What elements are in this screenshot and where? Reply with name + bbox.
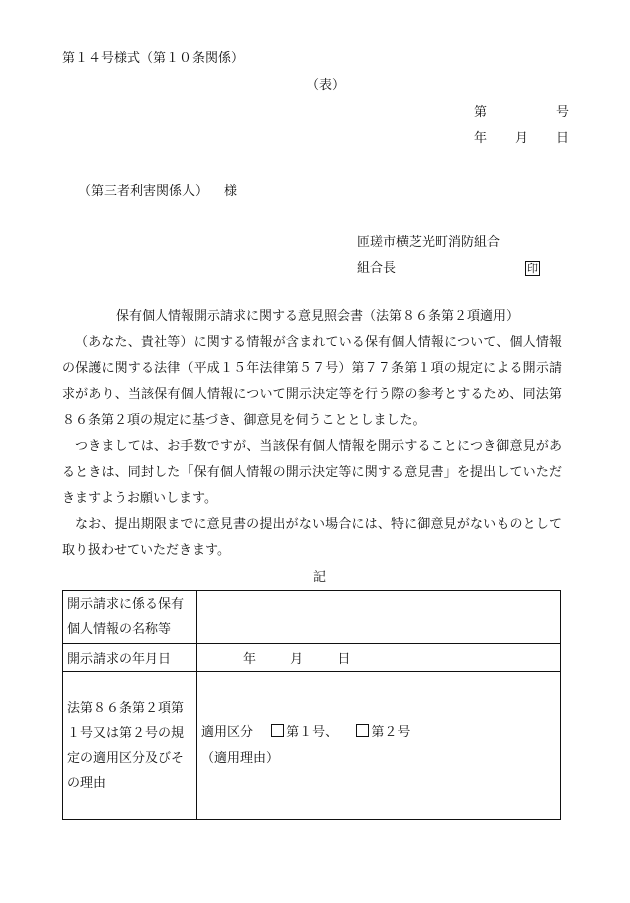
- option-2-checkbox[interactable]: 第２号: [356, 725, 410, 740]
- record-heading: 記: [313, 570, 327, 585]
- addressee-honorific: 様: [224, 184, 238, 199]
- request-details-table: [62, 590, 561, 820]
- request-date-day: 日: [337, 652, 351, 667]
- date-year: 年: [474, 131, 488, 146]
- table-row: [63, 672, 561, 820]
- reason-label: （適用理由）: [201, 750, 280, 766]
- option-1-checkbox[interactable]: 第１号、: [271, 725, 338, 740]
- doc-number-suffix: 号: [556, 105, 570, 120]
- date-month: 月: [515, 131, 529, 146]
- category-label: 適用区分: [201, 724, 254, 740]
- body-paragraph-2: つきましては、お手数ですが、当該保有個人情報を開示することにつき御意見があるときは、同封した「保有個人情報の開示決定等に関する意見書」を提出していただきますようお願いします。: [62, 439, 562, 506]
- table-row: [63, 644, 561, 672]
- seal-mark: 印: [527, 262, 538, 275]
- table-label-info-name: 開示請求に係る保有個人情報の名称等: [63, 591, 197, 644]
- checkbox-1-icon: [271, 724, 284, 737]
- table-value-request-date: [197, 644, 561, 672]
- addressee-name: （第三者利害関係人）: [78, 184, 209, 199]
- checkbox-2-icon: [356, 724, 369, 737]
- document-title: 保有個人情報開示請求に関する意見照会書（法第８６条第２項適用）: [116, 309, 520, 324]
- form-number: 第１４号様式（第１０条関係）: [62, 51, 245, 66]
- sender-organization: 匝瑳市横芝光町消防組合: [357, 235, 501, 250]
- date-day: 日: [556, 131, 570, 146]
- form-side-label: （表）: [306, 78, 346, 93]
- table-label-request-date: 開示請求の年月日: [63, 644, 197, 672]
- request-date-month: 月: [290, 652, 304, 667]
- doc-number-prefix: 第: [474, 105, 488, 120]
- request-date-year: 年: [243, 652, 257, 667]
- table-row: [63, 591, 561, 644]
- table-label-category: 法第８６条第２項第１号又は第２号の規定の適用区分及びその理由: [63, 672, 197, 820]
- body-paragraph-1: （あなた、貴社等）に関する情報が含まれている保有個人情報について、個人情報の保護に関する法律（平成１５年法律第５７号）第７７条第１項の規定による開示請求があり、当該保有個人情報について開示決定等を行う際の参考とするため、同法第８６条第２項の規定に基づき、御意見を伺うこととしました。: [62, 335, 562, 428]
- table-value-category: [197, 672, 561, 820]
- sender-title: 組合長: [357, 261, 397, 276]
- table-value-info-name: [197, 591, 561, 644]
- body-paragraph-3: なお、提出期限までに意見書の提出がない場合には、特に御意見がないものとして取り扱わせていただきます。: [62, 517, 562, 558]
